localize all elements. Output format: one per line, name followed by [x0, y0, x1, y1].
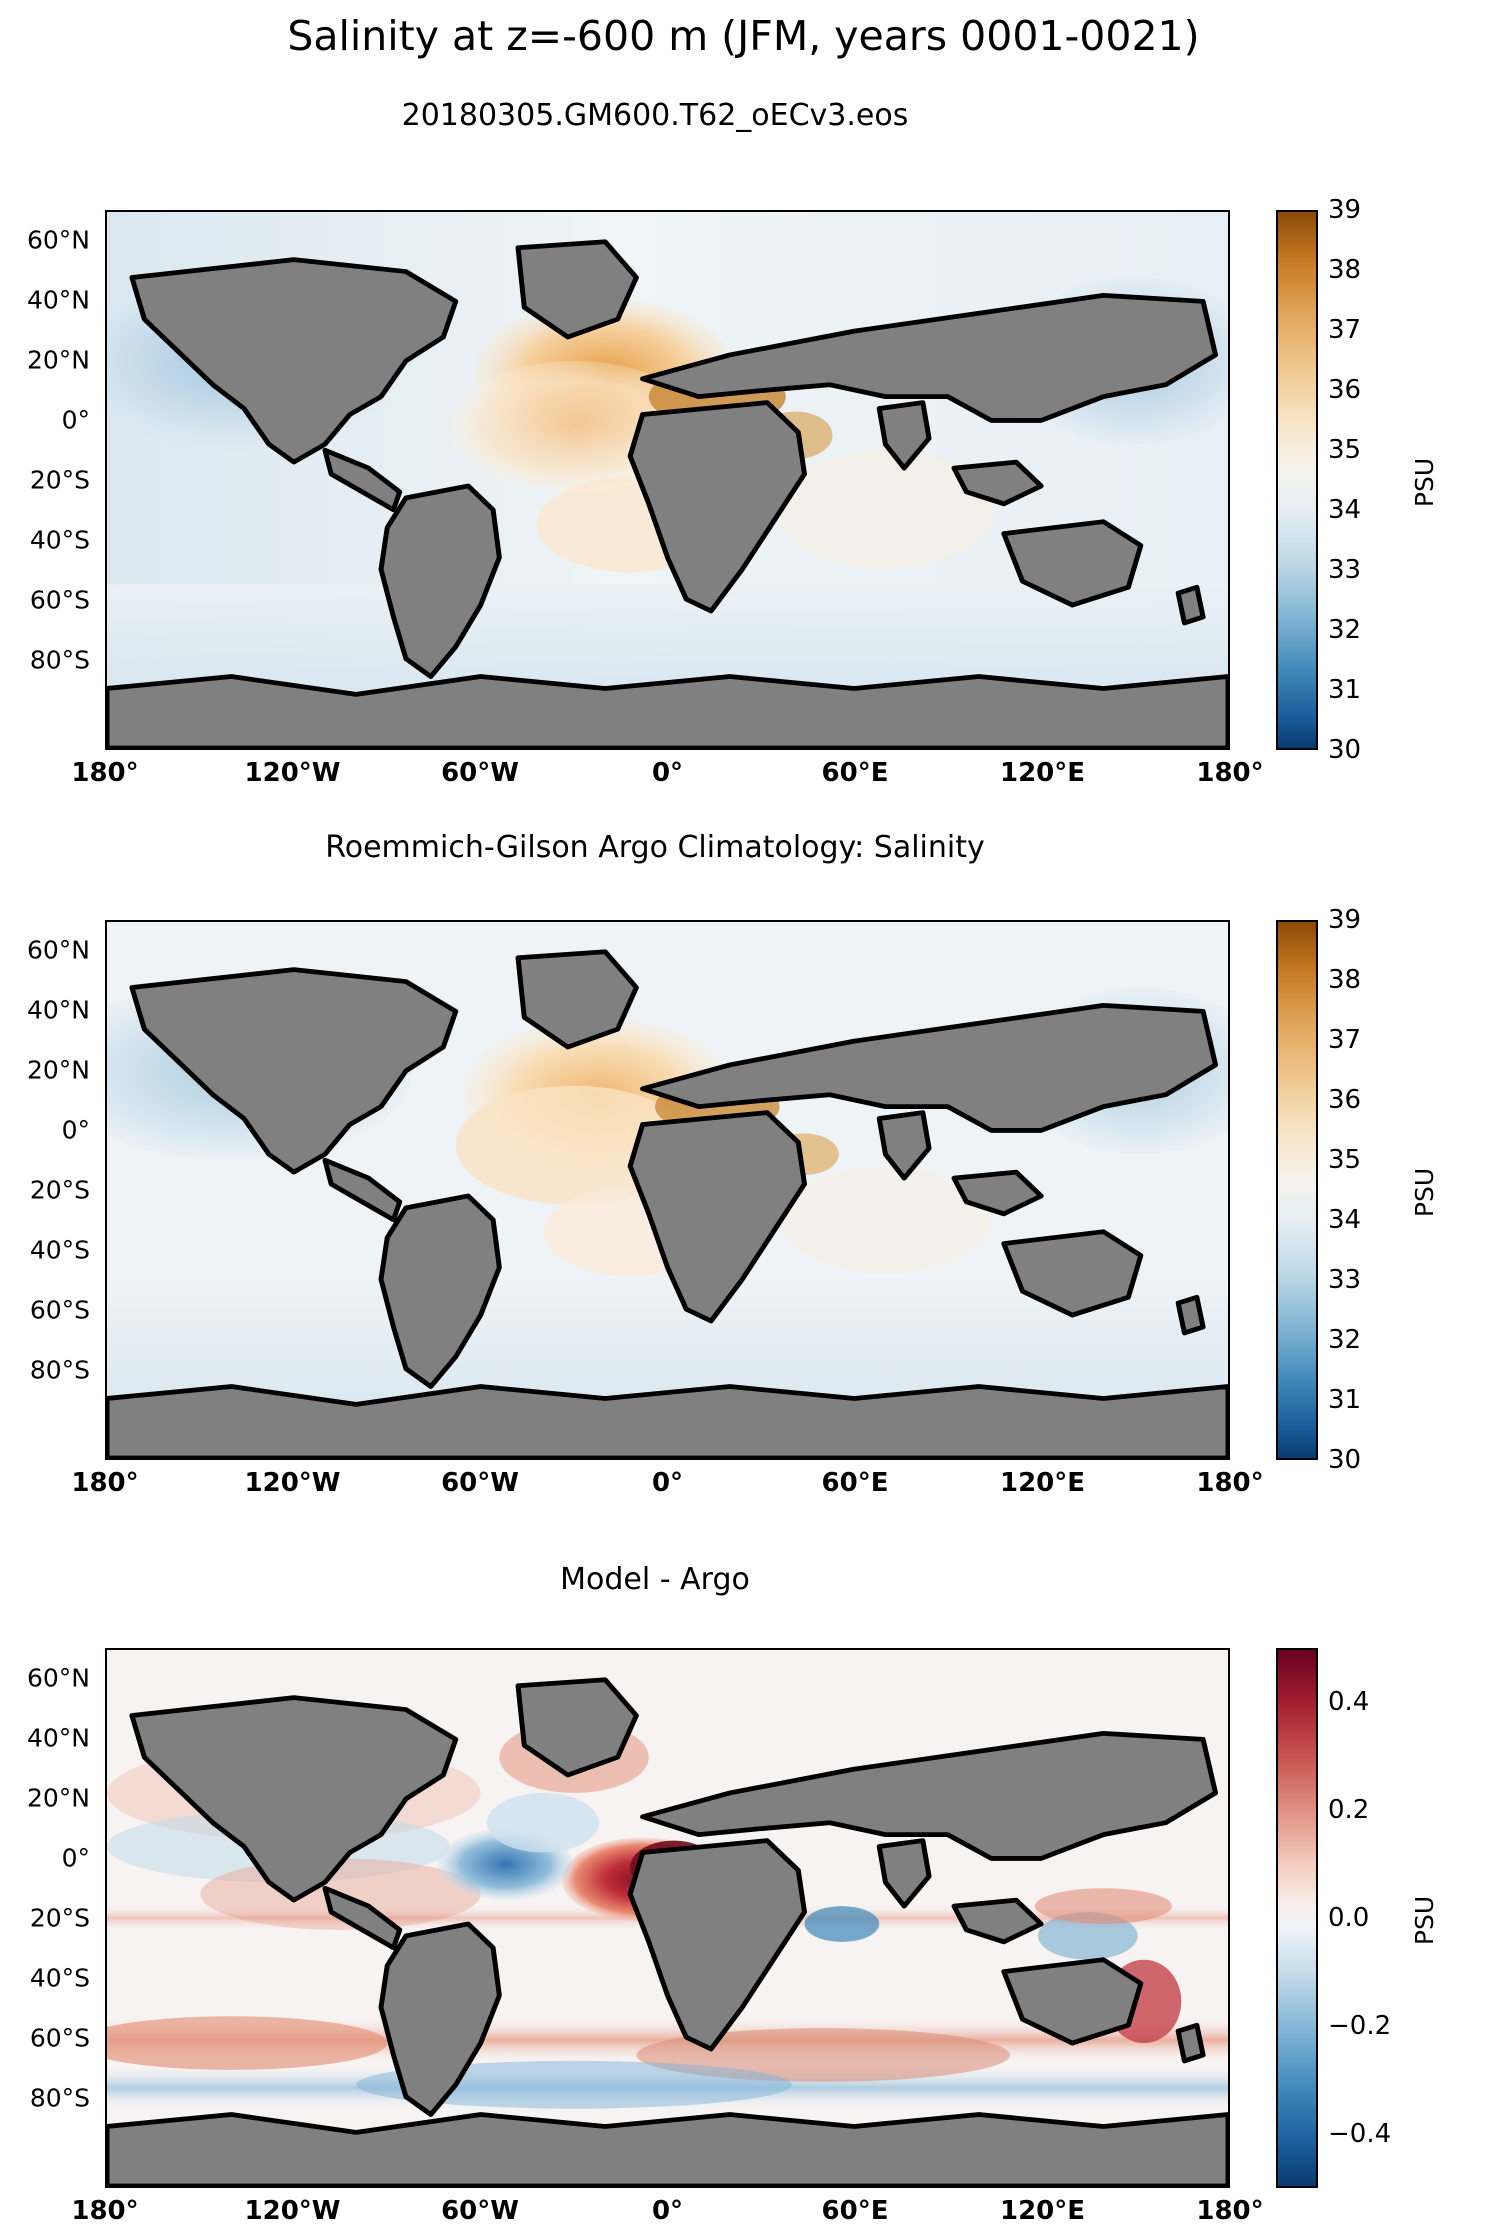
ytick-label: 60°S — [29, 585, 90, 615]
map-axes-difference[interactable] — [105, 1648, 1230, 2188]
xtick-label: 180° — [71, 758, 139, 788]
xtick-label: 60°E — [821, 1468, 889, 1498]
ytick-label: 60°S — [29, 2023, 90, 2053]
panel-difference — [0, 1500, 1487, 2235]
panel-model — [0, 0, 1487, 788]
colorbar-gradient-argo — [1278, 922, 1316, 1458]
cbar-tick-label: 31 — [1328, 675, 1362, 705]
xtick-label: 60°W — [441, 2196, 519, 2226]
xtick-label: 120°E — [999, 2196, 1086, 2226]
panel-argo — [0, 760, 1487, 1500]
ytick-label: 80°S — [29, 645, 90, 675]
xtick-label: 120°E — [999, 758, 1086, 788]
ytick-label: 20°S — [29, 465, 90, 495]
xtick-label: 120°E — [999, 1468, 1086, 1498]
ytick-label: 80°S — [29, 2083, 90, 2113]
ytick-label: 40°N — [26, 285, 90, 315]
colorbar-argo[interactable] — [1276, 920, 1318, 1460]
xtick-label: 60°W — [441, 1468, 519, 1498]
ytick-label: 60°N — [26, 1663, 90, 1693]
cbar-tick-label: 37 — [1328, 315, 1362, 345]
cbar-tick-label: 33 — [1328, 555, 1362, 585]
cbar-tick-label: 39 — [1328, 905, 1362, 935]
cbar-tick-label: 34 — [1328, 1205, 1362, 1235]
cbar-tick-label: 32 — [1328, 615, 1362, 645]
map-canvas-argo — [107, 922, 1228, 1458]
xtick-label: 180° — [1196, 758, 1264, 788]
cbar-tick-label: 0.4 — [1328, 1687, 1370, 1717]
xtick-label: 0° — [651, 1468, 684, 1498]
ytick-label: 60°S — [29, 1295, 90, 1325]
figure-suptitle: Salinity at z=-600 m (JFM, years 0001-0021) — [287, 12, 1200, 60]
ytick-label: 40°S — [29, 525, 90, 555]
colorbar-axis-label: PSU — [1410, 1167, 1440, 1218]
cbar-tick-label: −0.4 — [1328, 2119, 1392, 2149]
colorbar-difference[interactable] — [1276, 1648, 1318, 2188]
xtick-label: 0° — [651, 2196, 684, 2226]
colorbar-axis-label: PSU — [1410, 1895, 1440, 1946]
panel-title-model: 20180305.GM600.T62_oECv3.eos — [401, 98, 909, 133]
ytick-label: 20°S — [29, 1175, 90, 1205]
xtick-label: 120°W — [244, 2196, 341, 2226]
colorbar-axis-label: PSU — [1410, 457, 1440, 508]
xtick-label: 0° — [651, 758, 684, 788]
map-axes-model[interactable] — [105, 210, 1230, 750]
ytick-label: 20°N — [26, 345, 90, 375]
ytick-label: 0° — [61, 1115, 90, 1145]
ytick-label: 60°N — [26, 935, 90, 965]
ytick-label: 40°S — [29, 1963, 90, 1993]
cbar-tick-label: 31 — [1328, 1385, 1362, 1415]
xtick-label: 180° — [71, 1468, 139, 1498]
xtick-label: 60°E — [821, 758, 889, 788]
map-canvas-difference — [107, 1650, 1228, 2186]
xtick-label: 120°W — [244, 758, 341, 788]
colorbar-gradient-model — [1278, 212, 1316, 748]
cbar-tick-label: 36 — [1328, 375, 1362, 405]
ytick-label: 20°N — [26, 1055, 90, 1085]
panel-title-difference: Model - Argo — [560, 1562, 750, 1597]
cbar-tick-label: 0.0 — [1328, 1903, 1370, 1933]
map-axes-argo[interactable] — [105, 920, 1230, 1460]
map-canvas-model — [107, 212, 1228, 748]
cbar-tick-label: 35 — [1328, 1145, 1362, 1175]
colorbar-model[interactable] — [1276, 210, 1318, 750]
cbar-tick-label: 39 — [1328, 195, 1362, 225]
cbar-tick-label: 32 — [1328, 1325, 1362, 1355]
cbar-tick-label: 38 — [1328, 255, 1362, 285]
cbar-tick-label: 33 — [1328, 1265, 1362, 1295]
colorbar-gradient-difference — [1278, 1650, 1316, 2186]
xtick-label: 120°W — [244, 1468, 341, 1498]
ytick-label: 20°S — [29, 1903, 90, 1933]
ytick-label: 0° — [61, 1843, 90, 1873]
xtick-label: 60°W — [441, 758, 519, 788]
cbar-tick-label: 0.2 — [1328, 1795, 1370, 1825]
ytick-label: 60°N — [26, 225, 90, 255]
ytick-label: 40°N — [26, 1723, 90, 1753]
panel-title-argo: Roemmich-Gilson Argo Climatology: Salinity — [325, 830, 985, 865]
xtick-label: 60°E — [821, 2196, 889, 2226]
cbar-tick-label: 34 — [1328, 495, 1362, 525]
xtick-label: 180° — [1196, 2196, 1264, 2226]
cbar-tick-label: 30 — [1328, 735, 1362, 765]
cbar-tick-label: 30 — [1328, 1445, 1362, 1475]
xtick-label: 180° — [71, 2196, 139, 2226]
cbar-tick-label: 37 — [1328, 1025, 1362, 1055]
xtick-label: 180° — [1196, 1468, 1264, 1498]
cbar-tick-label: 35 — [1328, 435, 1362, 465]
ytick-label: 20°N — [26, 1783, 90, 1813]
cbar-tick-label: 38 — [1328, 965, 1362, 995]
cbar-tick-label: −0.2 — [1328, 2011, 1392, 2041]
ytick-label: 40°S — [29, 1235, 90, 1265]
ytick-label: 0° — [61, 405, 90, 435]
ytick-label: 80°S — [29, 1355, 90, 1385]
ytick-label: 40°N — [26, 995, 90, 1025]
cbar-tick-label: 36 — [1328, 1085, 1362, 1115]
